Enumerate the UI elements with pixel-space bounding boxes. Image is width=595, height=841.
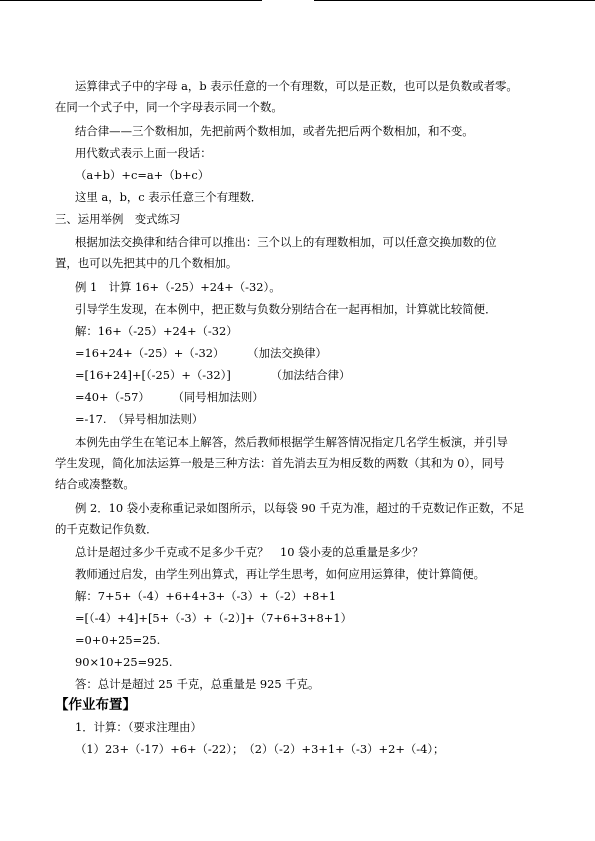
paragraph-line: 引导学生发现，在本例中，把正数与负数分别结合在一起再相加，计算就比较简便．: [75, 302, 497, 316]
header-rule-right: [314, 0, 595, 1]
homework-item: （1）23+（-17）+6+（-22）； （2）（-2）+3+1+（-3）+2+（-4）；: [75, 742, 445, 756]
homework-item: 1．计算：（要求注理由）: [75, 720, 202, 734]
header-rule-left: [0, 0, 262, 1]
solution-line: =[（-4）+4]+[5+（-3）+（-2）]+（7+6+3+8+1）: [75, 611, 352, 625]
section-heading: 三、运用举例 变式练习: [55, 212, 181, 226]
example-heading: 例 1 计算 16+（-25）+24+（-32）。: [75, 280, 281, 294]
question-line: 总计是超过多少千克或不足多少千克？ 10 袋小麦的总重量是多少？: [75, 545, 424, 559]
formula: （a+b）+c=a+（b+c）: [75, 168, 210, 182]
paragraph-line: 根据加法交换律和结合律可以推出：三个以上的有理数相加，可以任意交换加数的位: [75, 235, 497, 249]
solution-line: =0+0+25=25.: [75, 633, 161, 647]
solution-line: =[16+24]+[（-25）+（-32）] （加法结合律）: [75, 368, 351, 382]
paragraph-line: 用代数式表示上面一段话：: [75, 146, 212, 160]
homework-heading: 【作业布置】: [55, 697, 136, 713]
paragraph-line: 学生发现，简化加法运算一般是三种方法：首先消去互为相反数的两数（其和为 0），同号: [55, 456, 505, 470]
answer-line: 答：总计是超过 25 千克，总重量是 925 千克。: [75, 677, 320, 691]
solution-line: 90×10+25=925.: [75, 655, 173, 669]
paragraph-line: 置，也可以先把其中的几个数相加。: [55, 256, 238, 270]
solution-line: =-17. （异号相加法则）: [75, 412, 204, 426]
paragraph-line: 本例先由学生在笔记本上解答，然后教师根据学生解答情况指定几名学生板演，并引导: [75, 435, 508, 449]
paragraph-line: 教师通过启发，由学生列出算式，再让学生思考，如何应用运算律，使计算简便。: [75, 567, 486, 581]
paragraph-line: 这里 a，b，c 表示任意三个有理数．: [75, 190, 263, 204]
example-heading: 例 2．10 袋小麦称重记录如图所示，以每袋 90 千克为准，超过的千克数记作正数，不足: [75, 501, 525, 515]
solution-line: 解：16+（-25）+24+（-32）: [75, 324, 238, 338]
paragraph-line: 结合律——三个数相加，先把前两个数相加，或者先把后两个数相加，和不变。: [75, 124, 474, 138]
solution-line: =40+（-57） （同号相加法则）: [75, 390, 264, 404]
paragraph-line: 运算律式子中的字母 a，b 表示任意的一个有理数，可以是正数，也可以是负数或者零。: [75, 79, 518, 93]
solution-line: 解：7+5+（-4）+6+4+3+（-3）+（-2）+8+1: [75, 589, 337, 603]
solution-line: =16+24+（-25）+（-32） （加法交换律）: [75, 346, 327, 360]
paragraph-line: 的千克数记作负数．: [55, 522, 158, 536]
paragraph-line: 结合或凑整数。: [55, 477, 135, 491]
paragraph-line: 在同一个式子中，同一个字母表示同一个数。: [55, 100, 283, 114]
